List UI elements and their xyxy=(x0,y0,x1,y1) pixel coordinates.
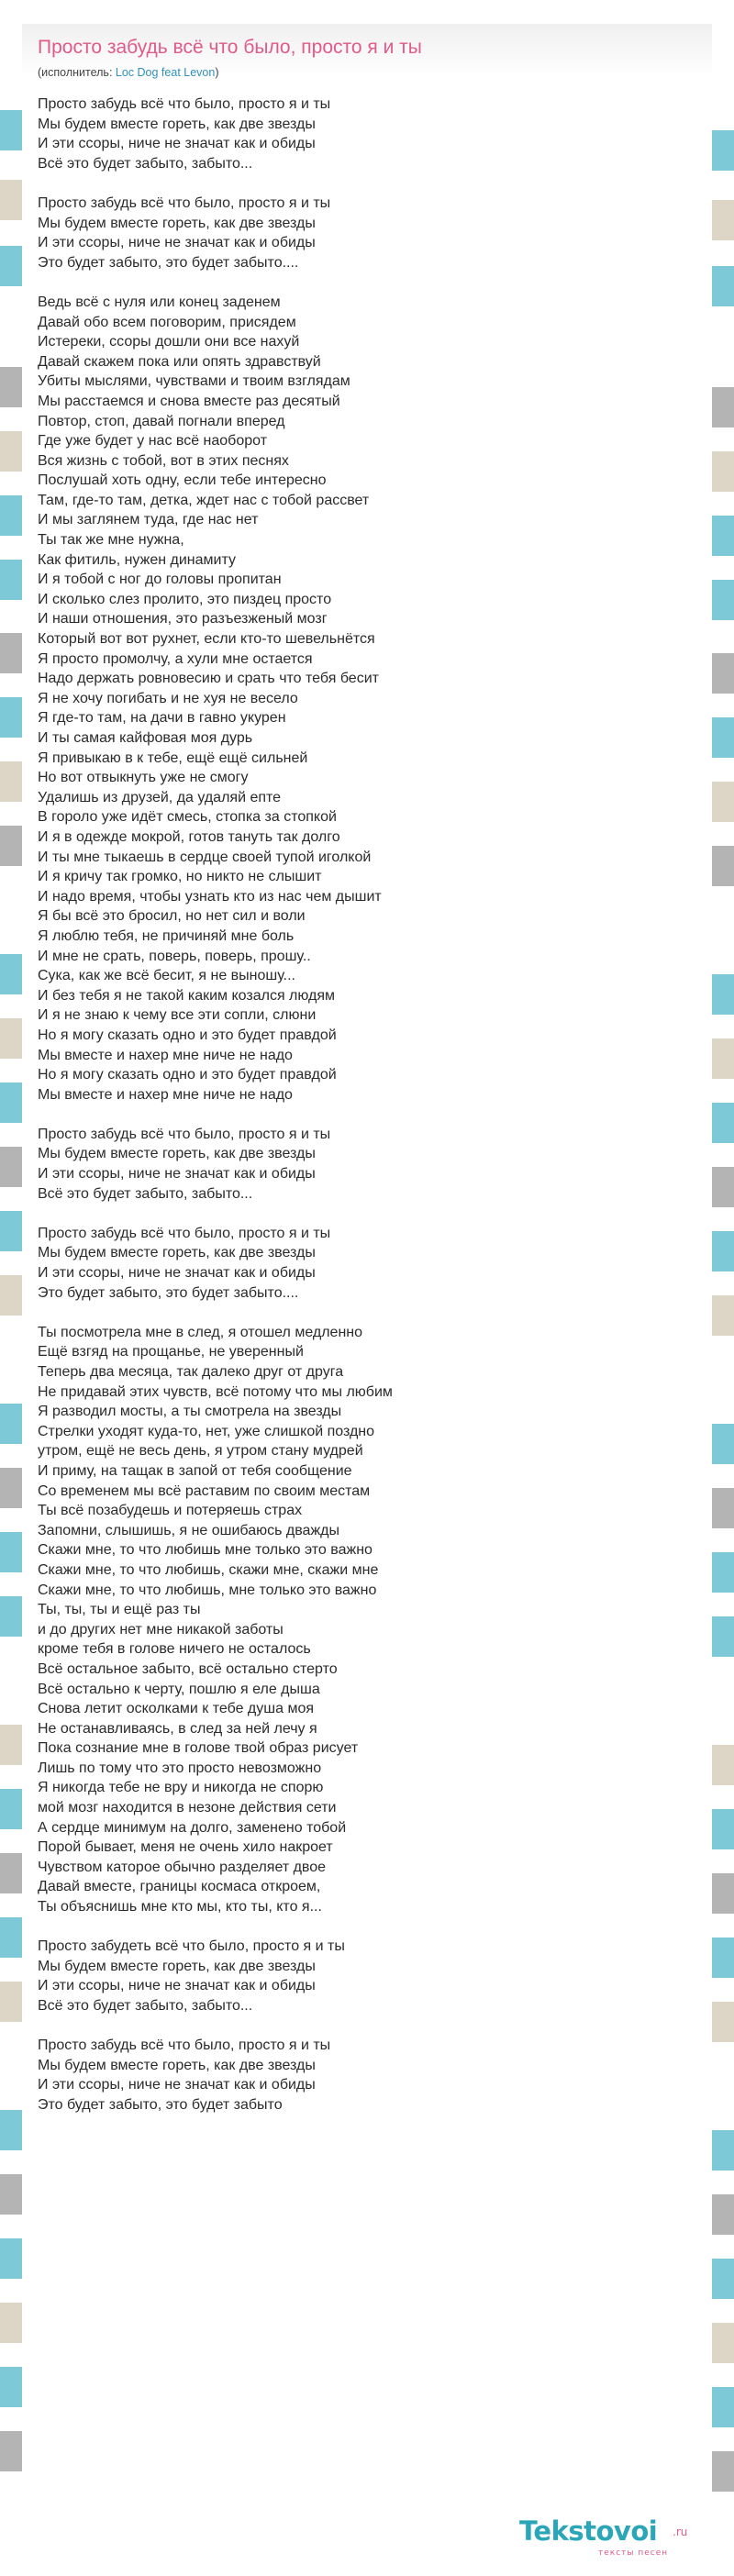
stanza-break xyxy=(38,1303,680,1323)
stanza-break xyxy=(38,2016,680,2037)
artist-prefix: (исполнитель: xyxy=(38,66,116,79)
lyric-line: Всё остальное забыто, всё остально стерто xyxy=(38,1660,338,1677)
lyric-line: мой мозг находится в незоне действия сети xyxy=(38,1800,337,1816)
lyric-line: Стрелки уходят куда-то, нет, уже слишкой поздно xyxy=(38,1423,375,1439)
lyric-line: Всё это будет забыто, забыто... xyxy=(38,1185,253,1202)
lyric-line: Ты всё позабудешь и потеряешь страх xyxy=(38,1503,303,1519)
lyric-line: Ты посмотрела мне в след, я отошел медленно xyxy=(38,1324,363,1340)
lyric-line: И эти ссоры, ниче не значат как и обиды xyxy=(38,1978,316,1994)
lyric-line: Просто забудь всё что было, просто я и ты xyxy=(38,2037,331,2054)
lyric-line: И эти ссоры, ниче не значат как и обиды xyxy=(38,136,316,152)
lyric-line: Но я могу сказать одно и это будет правдой xyxy=(38,1067,337,1083)
lyric-line: Просто забудь всё что было, просто я и ты xyxy=(38,96,331,112)
song-title: Просто забудь всё что было, просто я и ты xyxy=(38,37,422,58)
lyric-line: Мы будем вместе гореть, как две звезды xyxy=(38,1146,316,1162)
lyric-line: И сколько слез пролито, это пиздец просто xyxy=(38,591,332,607)
lyric-line: И приму, на тащак в запой от тебя сообщение xyxy=(38,1462,352,1479)
artist-link[interactable]: Loc Dog feat Levon xyxy=(115,66,216,79)
lyric-line: И мне не срать, поверь, поверь, прошу.. xyxy=(38,948,311,964)
lyric-line: Послушай хоть одну, если тебе интересно xyxy=(38,472,327,489)
lyric-line: И эти ссоры, ниче не значат как и обиды xyxy=(38,235,316,251)
lyric-line: Теперь два месяца, так далеко друг от друга xyxy=(38,1364,344,1380)
lyric-line: Повтор, стоп, давай погнали вперед xyxy=(38,413,285,429)
lyric-line: Чувством каторое обычно разделяет двое xyxy=(38,1859,327,1875)
lyric-line: Я привыкаю в к тебе, ещё ещё сильней xyxy=(38,749,308,766)
lyric-line: Порой бывает, меня не очень хило накроет xyxy=(38,1839,333,1856)
lyric-line: И я не знаю к чему все эти сопли, слюни xyxy=(38,1007,317,1024)
lyric-line: Я разводил мосты, а ты смотрела на звезды xyxy=(38,1404,342,1420)
lyric-line: Мы будем вместе гореть, как две звезды xyxy=(38,215,316,231)
lyric-line: Но я могу сказать одно и это будет правдой xyxy=(38,1027,337,1043)
stanza-break xyxy=(38,173,680,194)
lyric-line: Как фитиль, нужен динамиту xyxy=(38,551,236,568)
lyric-line: Ты, ты, ты и ещё раз ты xyxy=(38,1602,201,1618)
lyric-line: Я люблю тебя, не причиняй мне боль xyxy=(38,927,295,944)
lyric-line: Это будет забыто, это будет забыто.... xyxy=(38,254,299,271)
lyric-line: Скажи мне, то что любишь, скажи мне, скажи мне xyxy=(38,1561,379,1578)
lyric-line: Мы будем вместе гореть, как две звезды xyxy=(38,2057,316,2073)
lyric-line: Мы вместе и нахер мне ниче не надо xyxy=(38,1047,293,1063)
lyric-line: Я просто промолчу, а хули мне остается xyxy=(38,650,313,667)
lyric-line: Не придавай этих чувств, всё потому что мы любим xyxy=(38,1383,393,1400)
lyric-line: Я бы всё это бросил, но нет сил и воли xyxy=(38,908,306,925)
lyric-line: Истереки, ссоры дошли они все нахуй xyxy=(38,334,300,350)
lyric-line: Я не хочу погибать и не хуя не весело xyxy=(38,690,298,706)
lyric-line: И наши отношения, это разъезженый мозг xyxy=(38,611,328,627)
lyric-line: В гороло уже идёт смесь, стопка за стопкой xyxy=(38,809,337,826)
lyric-line: Мы расстаемся и снова вместе раз десятый xyxy=(38,393,340,409)
lyric-line: Просто забудеть всё что было, просто я и ты xyxy=(38,1938,345,1955)
lyric-line: И я в одежде мокрой, готов тануть так долго xyxy=(38,828,340,845)
lyric-line: Всё это будет забыто, забыто... xyxy=(38,1998,253,2014)
lyric-line: Давай обо всем поговорим, присядем xyxy=(38,314,296,330)
lyric-line: И ты самая кайфовая моя дурь xyxy=(38,730,253,746)
lyric-line: Ты объяснишь мне кто мы, кто ты, кто я... xyxy=(38,1899,322,1915)
lyric-line: Сука, как же всё бесит, я не выношу... xyxy=(38,968,295,984)
lyric-line: И без тебя я не такой каким козался людям xyxy=(38,987,336,1004)
lyric-line: Убиты мыслями, чувствами и твоим взглядам xyxy=(38,373,350,390)
lyric-line: Но вот отвыкнуть уже не смогу xyxy=(38,770,249,786)
lyric-line: Скажи мне, то что любишь мне только это важно xyxy=(38,1542,373,1559)
lyric-line: Просто забудь всё что было, просто я и ты xyxy=(38,194,331,211)
site-logo[interactable] xyxy=(519,2515,694,2563)
lyric-line: Где уже будет у нас всё наоборот xyxy=(38,433,268,450)
lyric-line: и до других нет мне никакой заботы xyxy=(38,1621,284,1638)
lyric-line: Я где-то там, на дачи в гавно укурен xyxy=(38,710,286,727)
lyric-line: Надо держать ровновесию и срать что тебя бесит xyxy=(38,671,379,687)
lyric-line: И я тобой с ног до головы пропитан xyxy=(38,572,282,588)
lyric-line: Давай скажем пока или опять здравствуй xyxy=(38,353,321,370)
stanza-break xyxy=(38,272,680,293)
lyric-line: Пока сознание мне в голове твой образ рисует xyxy=(38,1740,359,1757)
artist-suffix: ) xyxy=(215,66,219,79)
lyric-line: И надо время, чтобы узнать кто из нас чем дышит xyxy=(38,888,382,905)
lyric-line: Запомни, слышишь, я не ошибаюсь дважды xyxy=(38,1522,339,1538)
logo-domain: .ru xyxy=(673,2526,688,2538)
lyric-line: А сердце минимум на долго, заменено тобой xyxy=(38,1819,347,1836)
artist-line xyxy=(38,66,219,79)
lyric-line: Ещё взгяд на прощанье, не уверенный xyxy=(38,1344,304,1360)
stanza-break xyxy=(38,1105,680,1125)
lyric-line: Не останавливаясь, в след за ней лечу я xyxy=(38,1720,317,1737)
logo-wordmark: Tekstovoi xyxy=(519,2515,658,2547)
lyric-line: Это будет забыто, это будет забыто xyxy=(38,2096,283,2113)
lyric-line: Со временем мы всё раставим по своим местам xyxy=(38,1482,371,1499)
stanza-break xyxy=(38,1917,680,1938)
lyric-line: И эти ссоры, ниче не значат как и обиды xyxy=(38,1265,316,1282)
lyric-line: Давай вместе, границы космаса откроем, xyxy=(38,1879,321,1895)
lyrics-body xyxy=(38,94,680,2115)
lyric-line: И эти ссоры, ниче не значат как и обиды xyxy=(38,1166,316,1183)
lyric-line: Ты так же мне нужна, xyxy=(38,532,184,549)
lyric-line: Удалишь из друзей, да удаляй епте xyxy=(38,789,282,805)
lyric-line: И ты мне тыкаешь в сердце своей тупой иголкой xyxy=(38,849,372,865)
lyric-line: Мы будем вместе гореть, как две звезды xyxy=(38,1245,316,1261)
lyric-line: И эти ссоры, ниче не значат как и обиды xyxy=(38,2077,316,2093)
lyric-line: Лишь по тому что это просто невозможно xyxy=(38,1760,322,1776)
lyric-line: Просто забудь всё что было, просто я и ты xyxy=(38,1126,331,1142)
lyric-line: Просто забудь всё что было, просто я и ты xyxy=(38,1225,331,1241)
lyric-line: Снова летит осколками к тебе душа моя xyxy=(38,1701,315,1717)
logo-subtitle: тексты песен xyxy=(598,2548,669,2558)
stanza-break xyxy=(38,1204,680,1224)
lyric-line: Ведь всё с нуля или конец заденем xyxy=(38,294,281,310)
lyric-line: И мы заглянем туда, где нас нет xyxy=(38,512,259,528)
lyric-line: Всё остально к черту, пошлю я еле дыша xyxy=(38,1681,320,1697)
lyric-line: Мы будем вместе гореть, как две звезды xyxy=(38,1958,316,1974)
lyric-line: Всё это будет забыто, забыто... xyxy=(38,155,253,172)
lyric-line: утром, ещё не весь день, я утром стану мудрей xyxy=(38,1443,363,1460)
lyric-line: Вся жизнь с тобой, вот в этих песнях xyxy=(38,452,289,469)
lyric-line: кроме тебя в голове ничего не осталось xyxy=(38,1641,311,1658)
lyric-line: Там, где-то там, детка, ждет нас с тобой рассвет xyxy=(38,492,370,508)
lyric-line: Это будет забыто, это будет забыто.... xyxy=(38,1284,299,1301)
lyric-line: И я кричу так громко, но никто не слышит xyxy=(38,869,322,885)
lyric-line: Мы вместе и нахер мне ниче не надо xyxy=(38,1086,293,1103)
lyric-line: Скажи мне, то что любишь, мне только это важно xyxy=(38,1582,377,1598)
lyric-line: Который вот вот рухнет, если кто-то шевельнётся xyxy=(38,631,375,648)
lyric-line: Мы будем вместе гореть, как две звезды xyxy=(38,116,316,132)
lyric-line: Я никогда тебе не вру и никогда не спорю xyxy=(38,1780,324,1796)
